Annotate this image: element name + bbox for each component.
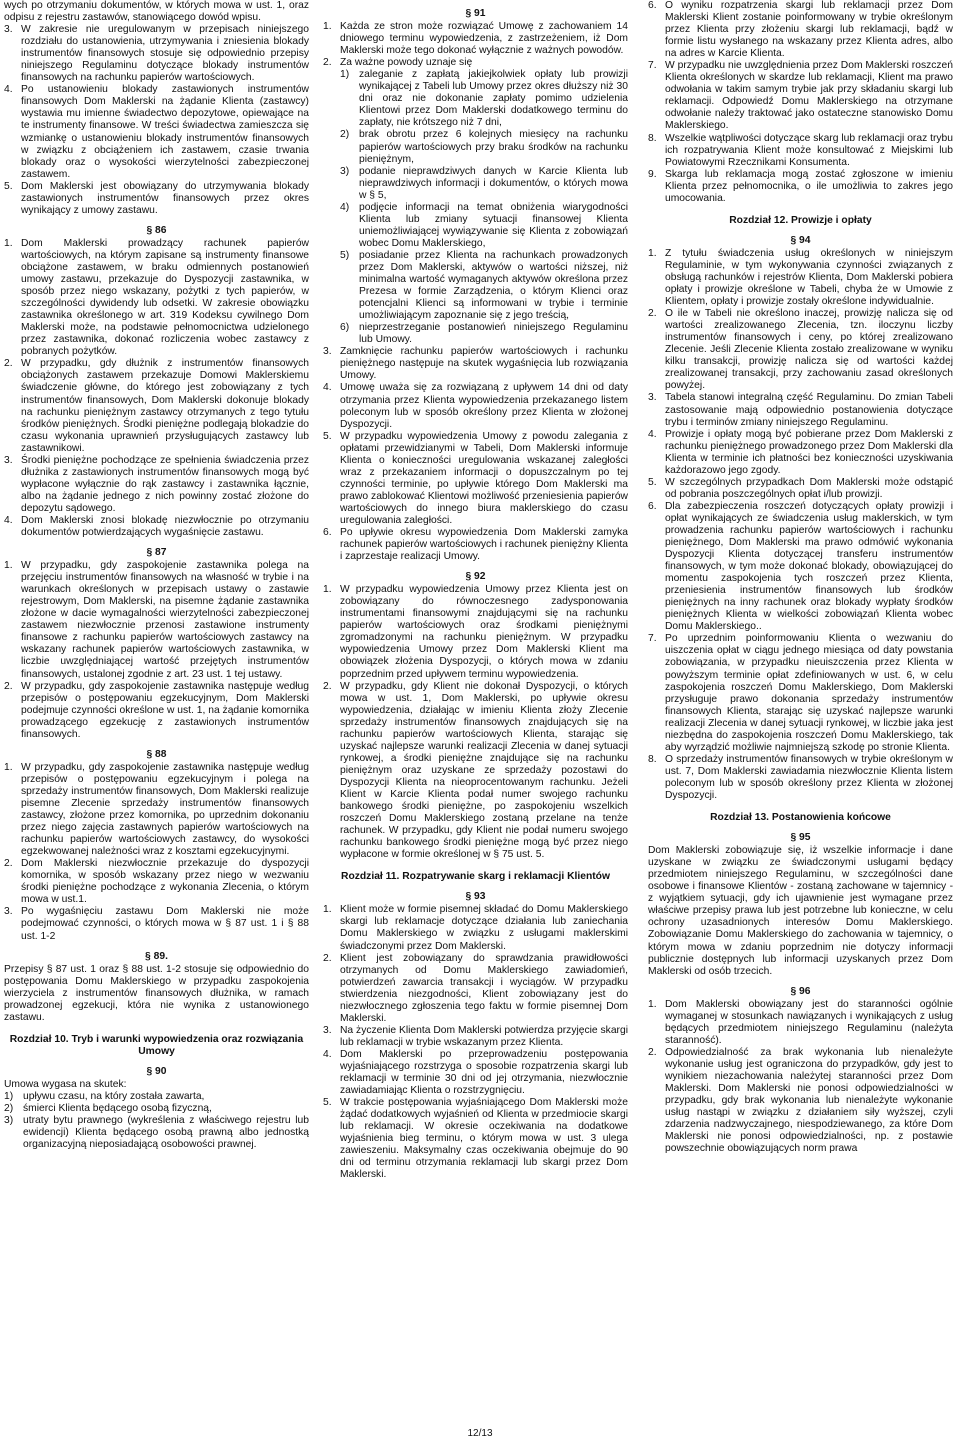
numbered-clause bbox=[648, 308, 953, 392]
clause-number: 2. bbox=[648, 1046, 657, 1058]
list-point bbox=[340, 166, 628, 202]
clause-number: 2. bbox=[323, 680, 332, 692]
clause-number: 3. bbox=[323, 1024, 332, 1036]
list-point bbox=[340, 69, 628, 129]
clause-number: 3. bbox=[4, 24, 13, 36]
clause-number: 1. bbox=[4, 560, 13, 572]
numbered-clause bbox=[648, 501, 953, 634]
clause-number: 8. bbox=[648, 753, 657, 765]
clause-text: W przypadku, gdy zaspokojenie zastawnika następuje według przepisów o postępowaniu egzekucyjnym i polega na sprzedaży instrumentów finansowych, Dom Maklerski realizuje pisemne Zlecenie sprzedaży instrumentów finansowych zastawcy, złożone przez komornika, po uprzednim dokonaniu przez niego zajęcia zastawnych papierów wartościowych na rachunku papierów wartościowych zastawcy, do wysokości egzekwowanej należności wraz z kosztami egzekucyjnymi. bbox=[21, 761, 309, 858]
clause-number: 1. bbox=[4, 237, 13, 249]
numbered-clause bbox=[648, 60, 953, 132]
numbered-clause bbox=[648, 477, 953, 501]
numbered-clause bbox=[4, 181, 309, 217]
paragraph-heading: § 93 bbox=[465, 891, 486, 903]
clause-number: 3. bbox=[648, 392, 657, 404]
clause-number: 3. bbox=[4, 454, 13, 466]
clause-number: 2. bbox=[323, 952, 332, 964]
clause-text: Środki pieniężne pochodzące ze spełnienia świadczenia przez dłużnika z zastawionych instrumentów finansowych mogą być wypłacone wyłącznie do rąk zastawcy i zastawnika łącznie, albo na żądanie jednego z nich powinny zostać złożone do depozytu sądowego. bbox=[21, 454, 309, 514]
clause-number: 2. bbox=[323, 57, 332, 69]
clause-number: 2. bbox=[4, 358, 13, 370]
clause-number: 2. bbox=[4, 858, 13, 870]
numbered-clause bbox=[4, 560, 309, 680]
clause-text: W przypadku wypowiedzenia Umowy przez Klienta jest on zobowiązany do równoczesnego zadysponowania instrumentami finansowymi znajdującymi się na rachunku papierów wartościowych oraz środkami pieniężnymi zgromadzonymi na rachunku pieniężnym. W przypadku wypowiedzenia Umowy przez Dom Maklerski Klient ma obowiązek złożenia Dyspozycji, o których mowa w zdaniu poprzednim przed upływem terminu wypowiedzenia. bbox=[340, 584, 628, 680]
clause-text: W przypadku, gdy zaspokojenie zastawnika następuje według przepisów o postępowaniu egzekucyjnym, Dom Maklerski podejmuje czynności określone w ust. 1, na żądanie komornika prowadzącego egzekucję z zastawionych instrumentów finansowych. bbox=[21, 680, 309, 740]
clause-number: 2) bbox=[340, 129, 350, 141]
clause-number: 1. bbox=[323, 21, 332, 33]
clause-number: 5. bbox=[4, 180, 13, 192]
clause-text: Wszelkie wątpliwości dotyczące skarg lub reklamacji oraz trybu ich rozpatrywania Klient może konsultować z Miejskimi lub Powiatowymi Rzecznikami Konsumenta. bbox=[665, 132, 953, 168]
numbered-clause bbox=[323, 584, 628, 680]
clause-text: podanie nieprawdziwych danych w Karcie Klienta lub nieprawdziwych informacji i dokumentów, o których mowa w § 5, bbox=[359, 165, 628, 201]
paragraph-heading: § 96 bbox=[790, 985, 811, 997]
text-column-right bbox=[648, 0, 953, 1155]
clause-text: posiadanie przez Klienta na rachunkach prowadzonych przez Dom Maklerski, aktywów o wartości niższej, niż minimalna wartość wymaganych aktywów określona przez Prezesa w formie Zarządzenia, o którym Klienci oraz potencjalni Klienci są informowani w trybie i terminie umożliwiającym zapoznanie się z jego treścią, bbox=[359, 249, 628, 322]
numbered-clause bbox=[648, 633, 953, 753]
chapter-heading: Rozdział 10. Tryb i warunki wypowiedzenia oraz rozwiązania Umowy bbox=[9, 1033, 304, 1057]
clause-number: 1. bbox=[323, 904, 332, 916]
clause-number: 3. bbox=[323, 346, 332, 358]
clause-number: 2. bbox=[648, 308, 657, 320]
clause-number: 1. bbox=[323, 584, 332, 596]
numbered-clause bbox=[648, 133, 953, 169]
numbered-clause bbox=[323, 382, 628, 430]
numbered-clause bbox=[323, 346, 628, 382]
clause-text: Z tytułu świadczenia usług określonych w niniejszym Regulaminie, w tym wykonywania czynności związanych z obsługą rachunków i rejestrów Klienta, Dom Maklerski pobiera opłaty i prowizje określone w Tabeli, chyba że w Umowie z Klientem, opłaty i prowizje zostały określone indywidualnie. bbox=[665, 247, 953, 308]
clause-number: 1) bbox=[340, 69, 350, 81]
clause-text: W przypadku, gdy Klient nie dokonał Dyspozycji, o których mowa w ust. 1, Dom Maklerski, po upływie okresu wypowiedzenia, działając w imieniu Klienta złoży Zlecenie sprzedaży instrumentów finansowych znajdujących się na rachunku papierów wartościowych Klienta, starając się uzyskać najlepsze warunki realizacji Zlecenia w danej sytuacji rynkowej, a środki pieniężne znajdujące się na rachunku pieniężnym oraz uzyskane ze sprzedaży pozostawi do Dyspozycji Klienta na nieoprocentowanym rachunku. Jeżeli Klient w Karcie Klienta podał numer swojego rachunku bankowego środki pieniężne, po zaspokojeniu wszelkich roszczeń Domu Maklerskiego zostaną przelane na tenże rachunek. W przypadku, gdy Klient nie podał numeru swojego rachunku bankowego środki pieniężne mogą być przez niego wypłacone w formie określonej w § 75 ust. 5. bbox=[340, 680, 628, 861]
clause-text: Dla zabezpieczenia roszczeń dotyczących opłaty prowizji i opłat wynikających ze świadczenia usług maklerskich, w tym prowadzenia rachunku papierów wartościowych i rachunku pieniężnego, Dom Maklerski ma prawo odmówić wykonania Dyspozycji Klienta dotyczącej transferu instrumentów finansowych, w tym może dokonać blokady, obowiązującej do momentu zaspokojenia tych roszczeń przez Klienta, przeniesienia instrumentów finansowych lub środków pieniężnych na inny rachunek oraz blokady wypłaty środków pieniężnych Klienta w wielkości zobowiązań Klienta wobec Domu Maklerskiego.. bbox=[665, 500, 953, 633]
paragraph-heading: § 86 bbox=[146, 224, 167, 236]
clause-text: O wyniku rozpatrzenia skargi lub reklamacji przez Dom Maklerski Klient zostanie poinformowany w trybie określonym przez Klienta przy złożeniu skargi lub reklamacji, bądź w formie listu wysłanego na wskazany przez Klienta adres, albo na adres w Karcie Klienta. bbox=[665, 0, 953, 60]
list-point bbox=[340, 129, 628, 165]
clause-text: W zakresie nie uregulowanym w przepisach niniejszego rozdziału do ustanowienia, utrzymywania i zniesienia blokady instrumentów finansowych stosuje się odpowiednio przepisy niniejszego Regulaminu dotyczące blokady instrumentów finansowych na rachunku papierów wartościowych. bbox=[21, 24, 309, 84]
list-point bbox=[340, 250, 628, 322]
clause-text: Za ważne powody uznaje się bbox=[340, 57, 473, 69]
clause-number: 1) bbox=[4, 1091, 14, 1103]
clause-number: 5) bbox=[340, 249, 350, 261]
clause-text: Dom Maklerski po przeprowadzeniu postępowania wyjaśniającego rozstrzyga o sposobie rozpatrzenia skargi lub reklamacji w terminie 30 dni od jej otrzymania, niezwłocznie zawiadamiając Klienta o rozstrzygnięciu. bbox=[340, 1048, 628, 1097]
list-point bbox=[340, 202, 628, 250]
paragraph-text: Dom Maklerski zobowiązuje się, iż wszelkie informacje i dane uzyskane w związku ze świadczonymi usługami będący przedmiotem niniejszego Regulaminu, w szczególności dane osobowe i finansowe Klientów - zostaną zachowane w tajemnicy - z wyjątkiem sytuacji, gdy ich ujawnienie jest wymagane przez właściwe przepisy prawa lub jest potrzebne lub konieczne, w celu ochrony uzasadnionych interesów Domu Maklerskiego. Zobowiązanie Domu Maklerskiego do zachowania w tajemnicy, o którym mowa w zdaniu poprzednim nie dotyczy informacji publicznie dostępnych lub informacji uzyskanych przez Dom Maklerski od osób trzecich. bbox=[648, 845, 953, 977]
clause-text: Każda ze stron może rozwiązać Umowę z zachowaniem 14 dniowego terminu wypowiedzenia, z zastrzeżeniem, iż Dom Maklerski może tego dokonać wyłącznie z ważnych powodów. bbox=[340, 21, 628, 57]
clause-number: 9. bbox=[648, 168, 657, 180]
clause-number: 6) bbox=[340, 322, 350, 334]
clause-text: O ile w Tabeli nie określono inaczej, prowizję nalicza się od wartości zrealizowanego Zlecenia, tzn. iloczynu liczby instrumentów finansowych i ceny, po której zrealizowano Zlecenie. Jeśli Zlecenie Klienta zostało zrealizowane w wyniku kilku transakcji, prowizję nalicza się od wartości każdej zrealizowanej transakcji, przy zachowaniu zasad określonych powyżej. bbox=[665, 308, 953, 392]
clause-text: Klient jest zobowiązany do sprawdzania prawidłowości otrzymanych od Domu Maklerskiego zawiadomień, potwierdzeń zawarcia transakcji i wyciągów. W przypadku stwierdzenia niezgodności, Klient zobowiązany jest do niezwłocznego zgłoszenia tego faktu w formie pisemnej Dom Maklerski. bbox=[340, 952, 628, 1024]
numbered-clause bbox=[648, 248, 953, 308]
clause-text: Dom Maklerski niezwłocznie przekazuje do dyspozycji komornika, w sposób wskazany przez niego w wezwaniu środki pieniężne pochodzące z wykonania Zlecenia, o którym mowa w ust.1. bbox=[21, 858, 309, 906]
clause-text: śmierci Klienta będącego osobą fizyczną, bbox=[23, 1103, 212, 1115]
clause-text: W trakcie postępowania wyjaśniającego Dom Maklerski może żądać dodatkowych wyjaśnień od Klienta w przedmiocie skargi lub reklamacji. W okresie oczekiwania na dodatkowe wyjaśnienia bieg terminu, o którym mowa w ust. 3 ulega zawieszeniu. Maksymalny czas oczekiwania obejmuje do 90 dni od terminu otrzymania reklamacji lub skargi przez Dom Maklerski. bbox=[340, 1097, 628, 1181]
numbered-clause bbox=[4, 358, 309, 454]
numbered-clause bbox=[323, 1049, 628, 1097]
clause-text: utraty bytu prawnego (wykreślenia z właściwego rejestru lub ewidencji) Klienta będącego osobą prawną albo jednostką organizacyjną nieposiadającą osobowości prawnej. bbox=[23, 1115, 309, 1151]
numbered-clause bbox=[648, 1047, 953, 1155]
clause-text: Klient może w formie pisemnej składać do Domu Maklerskiego skargi lub reklamacje dotyczące działania lub zaniechania Domu Maklerskiego w związku z usługami maklerskimi świadczonymi przez Dom Maklerski. bbox=[340, 904, 628, 952]
clause-number: 2) bbox=[4, 1103, 14, 1115]
clause-text: Dom Maklerski jest obowiązany do utrzymywania blokady zastawionych instrumentów finansowych przez okres wynikający z umowy zastawu. bbox=[21, 180, 309, 216]
clause-number: 5. bbox=[323, 430, 332, 442]
clause-number: 3. bbox=[4, 906, 13, 918]
clause-number: 4. bbox=[323, 382, 332, 394]
clause-number: 5. bbox=[648, 476, 657, 488]
clause-text: Po ustanowieniu blokady zastawionych instrumentów finansowych Dom Maklerski na żądanie Klienta (zastawcy) wystawia mu imienne świadectwo depozytowe, opiewające na te instrumenty finansowe. W treści świadectwa zamieszcza się wzmiankę o ustanowieniu blokady instrumentów finansowych w związku z obciążeniem ich zastawem, czasie trwania blokady oraz o wysokości wierzytelności zabezpieczonej zastawem. bbox=[21, 84, 309, 180]
numbered-clause bbox=[648, 0, 953, 60]
numbered-clause bbox=[4, 681, 309, 741]
clause-text: brak obrotu przez 6 kolejnych miesięcy na rachunku papierów wartościowych przy braku środków na rachunku pieniężnym, bbox=[359, 129, 628, 165]
clause-text: Po wygaśnięciu zastawu Dom Maklerski nie może podejmować czynności, o których mowa w § 87 ust. 1 i § 88 ust. 1-2 bbox=[21, 906, 309, 942]
clause-text: W przypadku wypowiedzenia Umowy z powodu zalegania z opłatami przewidzianymi w Tabeli, Dom Maklerski informuje Klienta o konieczności uregulowania wskazanej zaległości wraz z przekazaniem informacji o dopuszczalnym po tej czynności terminie, po upływie którego Dom Maklerski ma prawo zablokować Klientowi możliwość przeniesienia papierów wartościowych do innego biura maklerskiego do czasu uregulowania zaległości. bbox=[340, 430, 628, 526]
clause-text: Prowizje i opłaty mogą być pobierane przez Dom Maklerski z rachunku pieniężnego prowadzonego przez Dom Maklerski dla Klienta w terminie ich płatności bez konieczności uzyskiwania każdorazowo jego zgody. bbox=[665, 428, 953, 476]
clause-number: 4. bbox=[4, 514, 13, 526]
paragraph-heading: § 90 bbox=[146, 1065, 167, 1077]
numbered-clause bbox=[323, 953, 628, 1025]
numbered-clause bbox=[648, 169, 953, 205]
clause-text: W przypadku, gdy dłużnik z instrumentów finansowych obciążonych zastawem przekazuje Domowi Maklerskiemu świadczenie główne, do którego jest zobowiązany z tych instrumentów finansowych, Dom Maklerski dokonuje blokady na rachunku pieniężnym zastawcy otrzymanych z tego tytułu środków pieniężnych. Środki pieniężne podlegają blokadzie do czasu wykonania uprawnień przysługujących zastawcy lub zastawnikowi. bbox=[21, 358, 309, 454]
chapter-heading: Rozdział 13. Postanowienia końcowe bbox=[710, 812, 891, 824]
numbered-clause bbox=[323, 527, 628, 563]
page-number: 12/13 bbox=[467, 1428, 493, 1439]
clause-number: 6. bbox=[323, 527, 332, 539]
clause-number: 3) bbox=[340, 165, 350, 177]
list-point bbox=[4, 1103, 309, 1115]
paragraph-heading: § 92 bbox=[465, 571, 486, 583]
clause-number: 5. bbox=[323, 1097, 332, 1109]
numbered-clause bbox=[323, 904, 628, 952]
clause-text: upływu czasu, na który została zawarta, bbox=[23, 1091, 205, 1103]
numbered-clause bbox=[4, 858, 309, 906]
clause-text: W przypadku nie uwzględnienia przez Dom Maklerski roszczeń Klienta określonych w skardze lub reklamacji, Klient ma prawo odwołania w takim samym trybie jak przy składaniu skargi lub reklamacji. Odpowiedź Domu Maklerskiego na otrzymane odwołanie należy traktować jako ostateczne stanowisko Domu Maklerskiego. bbox=[665, 60, 953, 132]
clause-text: O sprzedaży instrumentów finansowych w trybie określonym w ust. 7, Dom Maklerski zawiadamia niezwłocznie Klienta listem poleconym lub w sposób określony przez Klienta w złożonej Dyspozycji. bbox=[665, 753, 953, 801]
numbered-clause bbox=[4, 515, 309, 539]
numbered-clause bbox=[648, 999, 953, 1047]
clause-text: Tabela stanowi integralną część Regulaminu. Do zmian Tabeli zastosowanie mają odpowiednio postanowienia dotyczące trybu i terminów zmiany niniejszego Regulaminu. bbox=[665, 392, 953, 428]
numbered-clause bbox=[4, 238, 309, 358]
clause-text: Po uprzednim poinformowaniu Klienta o wezwaniu do uiszczenia opłat w ciągu jednego miesiąca od daty powstania zobowiązania, w przypadku nieuiszczenia przez Klienta w powyższym terminie opłat zdefiniowanych w ust. 6, w celu zaspokojenia roszczeń Domu Maklerskiego, Dom Maklerski przysługuje prawo dokonania sprzedaży instrumentów finansowych Klienta, starając się uzyskać najlepsze warunki realizacji Zlecenia w danej sytuacji rynkowej, w liczbie jaka jest niezbędna do zaspokojenia roszczeń Domu Maklerskiego, tak aby wyrządzić możliwie najmniejszą szkodę po stronie Klienta. bbox=[665, 633, 953, 753]
paragraph-heading: § 88 bbox=[146, 748, 167, 760]
paragraph-heading: § 95 bbox=[790, 832, 811, 844]
numbered-clause bbox=[4, 762, 309, 858]
numbered-clause bbox=[648, 429, 953, 477]
clause-text: Na życzenie Klienta Dom Maklerski potwierdza przyjęcie skargi lub reklamacji w trybie wskazanym przez Klienta. bbox=[340, 1024, 628, 1048]
clause-number: 4. bbox=[4, 84, 13, 96]
numbered-clause bbox=[648, 754, 953, 802]
clause-text: nieprzestrzeganie postanowień niniejszego Regulaminu lub Umowy. bbox=[359, 322, 628, 346]
numbered-clause bbox=[323, 681, 628, 862]
numbered-clause bbox=[323, 21, 628, 57]
clause-number: 3) bbox=[4, 1115, 14, 1127]
paragraph-heading: § 94 bbox=[790, 234, 811, 246]
numbered-clause bbox=[323, 431, 628, 527]
numbered-clause bbox=[323, 1025, 628, 1049]
clause-text: Odpowiedzialność za brak wykonania lub nienależyte wykonanie usług jest ograniczona do przypadków, gdy jest to wynikiem niezachowania należytej staranności przez Dom Maklerski. Dom Maklerski nie ponosi odpowiedzialności w przypadku, gdy brak wykonania lub nienależyte wykonanie usług nastąpi w związku z działaniem siły wyższej, czyli zdarzenia nadzwyczajnego, niespodziewanego, za które Dom Maklerski nie ponosi odpowiedzialności, np. z postawie powszechnie obowiązujących norm prawa bbox=[665, 1046, 953, 1155]
clause-number: 1. bbox=[648, 247, 657, 259]
clause-number: 4. bbox=[648, 428, 657, 440]
chapter-heading: Rozdział 12. Prowizje i opłaty bbox=[729, 214, 872, 226]
paragraph-text: wych po otrzymaniu dokumentów, w których mowa w ust. 1, oraz odpisu z rejestru zastawów, stanowiącego dowód wpisu. bbox=[4, 0, 309, 24]
clause-number: 4) bbox=[340, 201, 350, 213]
clause-number: 1. bbox=[648, 998, 657, 1010]
paragraph-text: Przepisy § 87 ust. 1 oraz § 88 ust. 1-2 stosuje się odpowiednio do postępowania Domu Maklerskiego w przypadku zaspokojenia wierzyciela z instrumentów finansowych dłużnika, w ramach prowadzonej egzekucji, która nie wynika z ustanowionego zastawu. bbox=[4, 963, 309, 1023]
clause-text: Po upływie okresu wypowiedzenia Dom Maklerski zamyka rachunek papierów wartościowych i rachunek pieniężny Klienta i zaprzestaje realizacji Umowy. bbox=[340, 527, 628, 563]
clause-text: Dom Maklerski prowadzący rachunek papierów wartościowych, na którym zapisane są instrumenty finansowe obciążone zastawem, w braku odmiennych postanowień umowy zastawu, przekazuje do Dyspozycji zastawnika, w sposób przez niego wskazany, pożytki z tych papierów, w szczególności dywidendy lub odsetki. W zakresie obowiązku zastawnika określonego w art. 319 Kodeksu cywilnego Dom Maklerski może, na podstawie pełnomocnictwa udzielonego przez zastawnika, dokonać rozliczenia wobec zastawcy z pobranych pożytków. bbox=[21, 237, 309, 358]
paragraph-heading: § 91 bbox=[465, 8, 486, 19]
clause-number: 2. bbox=[4, 680, 13, 692]
numbered-clause bbox=[323, 1097, 628, 1181]
text-column-middle bbox=[323, 0, 628, 1181]
clause-number: 7. bbox=[648, 60, 657, 72]
clause-number: 8. bbox=[648, 132, 657, 144]
paragraph-heading: § 87 bbox=[146, 547, 167, 559]
clause-text: Dom Maklerski obowiązany jest do staranności ogólnie wymaganej w stosunkach nawiązanych i wynikających z usług będących przedmiotem niniejszego Regulaminu (należyta staranność). bbox=[665, 998, 953, 1046]
numbered-clause bbox=[4, 906, 309, 942]
paragraph-text: Umowa wygasa na skutek: bbox=[4, 1078, 127, 1090]
list-point bbox=[340, 322, 628, 346]
list-point bbox=[4, 1091, 309, 1103]
numbered-clause bbox=[648, 392, 953, 428]
text-column-left bbox=[4, 0, 309, 1151]
numbered-clause bbox=[4, 24, 309, 84]
numbered-clause bbox=[4, 84, 309, 180]
clause-text: W szczególnych przypadkach Dom Maklerski może odstąpić od pobrania poszczególnych opłat i/lub prowizji. bbox=[665, 476, 953, 500]
paragraph-heading: § 89. bbox=[145, 950, 168, 962]
clause-text: W przypadku, gdy zaspokojenie zastawnika polega na przejęciu instrumentów finansowych na własność w trybie i na warunkach określonych w przepisach ustawy o zastawie rejestrowym, Dom Maklerski, na pisemne żądanie zastawnika złożone w dacie wymagalności wierzytelności zabezpieczonej zastawem niezwłocznie przenosi zastawione instrumenty finansowe z rachunku papierów wartościowych zastawcy na wskazany rachunek papierów wartościowych zastawnika, w liczbie uwzględniającej wartość przejętych instrumentów finansowych, ustalonej zgodnie z art. 23 ust. 1 tej ustawy. bbox=[21, 560, 309, 680]
clause-text: zaleganie z zapłatą jakiejkolwiek opłaty lub prowizji wynikającej z Tabeli lub Umowy przez okres dłuższy niż 30 dni oraz nie dokonanie zapłaty pomimo udzielenia Klientowi przez Dom Maklerski dodatkowego terminu do zapłaty, nie krótszego niż 7 dni, bbox=[359, 69, 628, 129]
clause-number: 1. bbox=[4, 761, 13, 773]
list-point bbox=[4, 1115, 309, 1151]
clause-number: 6. bbox=[648, 500, 657, 512]
numbered-clause bbox=[323, 57, 628, 69]
clause-number: 6. bbox=[648, 0, 657, 11]
clause-number: 4. bbox=[323, 1048, 332, 1060]
clause-text: Zamknięcie rachunku papierów wartościowych i rachunku pieniężnego następuje na skutek wygaśnięcia lub rozwiązania Umowy. bbox=[340, 346, 628, 382]
numbered-clause bbox=[4, 455, 309, 515]
chapter-heading: Rozdział 11. Rozpatrywanie skarg i reklamacji Klientów bbox=[341, 871, 610, 883]
clause-text: Skarga lub reklamacja mogą zostać zgłoszone w imieniu Klienta przez pełnomocnika, o ile umożliwia to zakres jego umocowania. bbox=[665, 168, 953, 204]
clause-text: Dom Maklerski znosi blokadę niezwłocznie po otrzymaniu dokumentów potwierdzających wygaśnięcie zastawu. bbox=[21, 514, 309, 539]
clause-text: podjęcie informacji na temat obniżenia wiarygodności Klienta lub zmiany sytuacji finansowej Klienta uniemożliwiającej wywiązywanie się Klienta z zobowiązań wobec Domu Maklerskiego, bbox=[359, 201, 628, 249]
clause-text: Umowę uważa się za rozwiązaną z upływem 14 dni od daty otrzymania przez Klienta wypowiedzenia przekazanego listem poleconym lub w sposób określony przez Klienta w złożonej Dyspozycji. bbox=[340, 382, 628, 430]
clause-number: 7. bbox=[648, 633, 657, 645]
